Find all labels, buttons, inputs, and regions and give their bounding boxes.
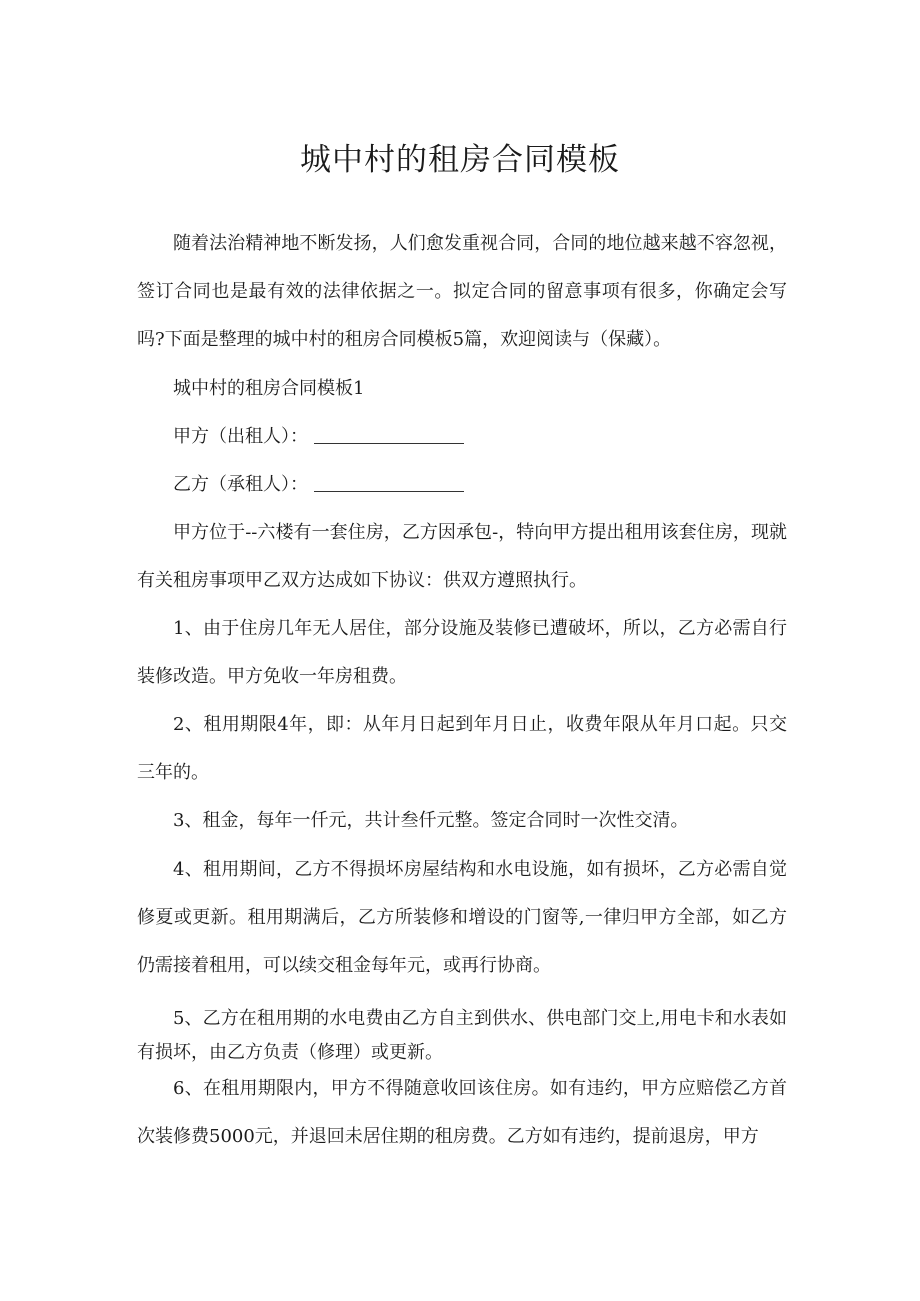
clause-4: 4、租用期间，乙方不得损坏房屋结构和水电设施，如有损坏，乙方必需自觉修夏或更新。租用期满后，乙方所装修和增设的门窗等,一律归甲方全部，如乙方仍需接着租用，可以续交租金每年元，或再行协商。 [137,859,787,976]
clause-3: 3、租金，每年一仟元，共计叁仟元整。签定合同时一次性交清。 [173,810,689,831]
party-b-label: 乙方（承租人）： [173,474,308,495]
clause-1: 1、由于住房几年无人居住，部分设施及装修已遭破坏，所以，乙方必需自行装修改造。甲方免收一年房租费。 [137,618,787,687]
document-title: 城中村的租房合同模板 [300,142,620,178]
clause-2: 2、租用期限4年，即：从年月日起到年月日止，收费年限从年月口起。只交三年的。 [137,714,787,783]
clause-5: 5、乙方在租用期的水电费由乙方自主到供水、供电部门交上,用电卡和水表如有损坏，由乙方负责（修理）或更新。 [137,1008,787,1063]
section-heading: 城中村的租房合同模板1 [173,378,365,399]
clause-6: 6、在租用期限内，甲方不得随意收回该住房。如有违约，甲方应赔偿乙方首次装修费5000元，并退回未居住期的租房费。乙方如有违约，提前退房，甲方 [137,1078,787,1147]
party-a-line [137,413,787,461]
intro-paragraph: 随着法治精神地不断发扬，人们愈发重视合同，合同的地位越来越不容忽视，签订合同也是最有效的法律依据之一。拟定合同的留意事项有很多，你确定会写吗?下面是整理的城中村的租房合同模板5篇，欢迎阅读与（保藏）。 [137,233,787,350]
party-a-blank [314,442,464,444]
party-a-label: 甲方（出租人）： [173,426,308,447]
preamble-paragraph: 甲方位于--六楼有一套住房，乙方因承包-，特向甲方提出租用该套住房，现就有关租房事项甲乙双方达成如下协议：供双方遵照执行。 [137,522,787,591]
party-b-blank [314,490,464,492]
party-b-line [137,461,787,509]
